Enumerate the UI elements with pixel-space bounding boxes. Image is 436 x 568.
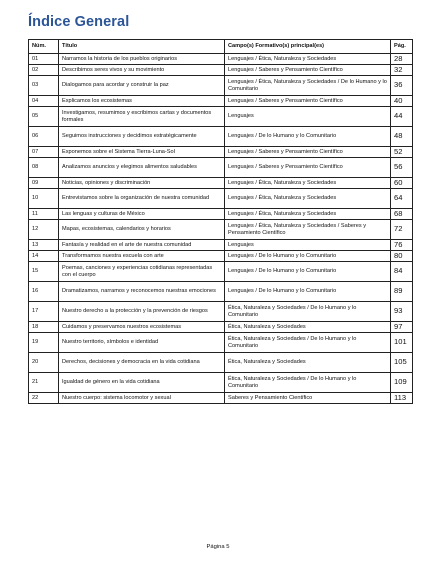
row-num: 18: [29, 322, 59, 333]
row-campo: Ética, Naturaleza y Sociedades: [225, 353, 391, 373]
row-num: 20: [29, 353, 59, 373]
row-campo: Lenguajes: [225, 240, 391, 251]
row-num: 01: [29, 54, 59, 65]
row-num: 09: [29, 178, 59, 189]
table-row: [29, 240, 413, 251]
row-num: 07: [29, 147, 59, 158]
row-campo: Lenguajes / Ética, Naturaleza y Sociedades / Saberes y Pensamiento Científico: [225, 220, 391, 240]
page-title: Índice General: [28, 14, 130, 30]
row-page: 32: [391, 65, 413, 76]
table-row: [29, 353, 413, 373]
row-page: 80: [391, 251, 413, 262]
row-campo: Lenguajes / Ética, Naturaleza y Sociedades: [225, 178, 391, 189]
row-campo: Ética, Naturaleza y Sociedades / De lo Humano y lo Comunitario: [225, 302, 391, 322]
table-row: [29, 178, 413, 189]
row-campo: Lenguajes / Saberes y Pensamiento Científico: [225, 147, 391, 158]
row-campo: Lenguajes / De lo Humano y lo Comunitario: [225, 251, 391, 262]
row-title: Analizamos anuncios y elegimos alimentos saludables: [59, 158, 225, 178]
row-title: Nuestro derecho a la protección y la prevención de riesgos: [59, 302, 225, 322]
row-title: Entrevistamos sobre la organización de nuestra comunidad: [59, 189, 225, 209]
row-title: Dialogamos para acordar y construir la paz: [59, 76, 225, 96]
row-page: 40: [391, 96, 413, 107]
row-campo: Lenguajes / Saberes y Pensamiento Científico: [225, 158, 391, 178]
row-num: 11: [29, 209, 59, 220]
table-row: [29, 76, 413, 96]
row-title: Explicamos los ecosistemas: [59, 96, 225, 107]
row-num: 08: [29, 158, 59, 178]
row-campo: Ética, Naturaleza y Sociedades / De lo Humano y lo Comunitario: [225, 373, 391, 393]
row-page: 97: [391, 322, 413, 333]
table-row: [29, 373, 413, 393]
row-campo: Lenguajes / Saberes y Pensamiento Científico: [225, 96, 391, 107]
row-page: 44: [391, 107, 413, 127]
row-title: Las lenguas y culturas de México: [59, 209, 225, 220]
row-campo: Ética, Naturaleza y Sociedades / De lo Humano y lo Comunitario: [225, 333, 391, 353]
row-campo: Lenguajes / Saberes y Pensamiento Científico: [225, 65, 391, 76]
row-title: Noticias, opiniones y discriminación: [59, 178, 225, 189]
row-num: 12: [29, 220, 59, 240]
row-num: 21: [29, 373, 59, 393]
header-num: Núm.: [29, 40, 59, 54]
table-row: [29, 96, 413, 107]
row-campo: Lenguajes / De lo Humano y lo Comunitario: [225, 127, 391, 147]
header-pag: Pág.: [391, 40, 413, 54]
table-row: [29, 282, 413, 302]
row-page: 113: [391, 393, 413, 404]
row-page: 52: [391, 147, 413, 158]
row-num: 17: [29, 302, 59, 322]
row-title: Narramos la historia de los pueblos originarios: [59, 54, 225, 65]
index-table: [28, 39, 413, 404]
table-row: [29, 251, 413, 262]
table-row: [29, 54, 413, 65]
row-title: Describimos seres vivos y su movimiento: [59, 65, 225, 76]
row-campo: Lenguajes / Ética, Naturaleza y Sociedades: [225, 189, 391, 209]
table-row: [29, 393, 413, 404]
table-row: [29, 127, 413, 147]
row-page: 89: [391, 282, 413, 302]
row-num: 03: [29, 76, 59, 96]
row-title: Nuestro territorio, símbolos e identidad: [59, 333, 225, 353]
row-page: 101: [391, 333, 413, 353]
row-num: 16: [29, 282, 59, 302]
row-campo: Lenguajes / De lo Humano y lo Comunitario: [225, 282, 391, 302]
row-num: 02: [29, 65, 59, 76]
row-campo: Ética, Naturaleza y Sociedades: [225, 322, 391, 333]
table-row: [29, 333, 413, 353]
row-campo: Lenguajes / Ética, Naturaleza y Sociedades: [225, 54, 391, 65]
row-page: 48: [391, 127, 413, 147]
row-num: 13: [29, 240, 59, 251]
table-row: [29, 262, 413, 282]
page-footer: Página 5: [206, 544, 230, 550]
row-title: Igualdad de género en la vida cotidiana: [59, 373, 225, 393]
row-num: 04: [29, 96, 59, 107]
row-page: 109: [391, 373, 413, 393]
row-num: 15: [29, 262, 59, 282]
row-page: 84: [391, 262, 413, 282]
row-title: Investigamos, resumimos y escribimos cartas y documentos formales: [59, 107, 225, 127]
row-campo: Lenguajes / Ética, Naturaleza y Sociedades: [225, 209, 391, 220]
row-num: 06: [29, 127, 59, 147]
row-title: Mapas, ecosistemas, calendarios y horarios: [59, 220, 225, 240]
row-campo: Saberes y Pensamiento Científico: [225, 393, 391, 404]
row-title: Nuestro cuerpo: sistema locomotor y sexual: [59, 393, 225, 404]
row-page: 105: [391, 353, 413, 373]
table-row: [29, 189, 413, 209]
header-campo: Campo(s) Formativo(s) principal(es): [225, 40, 391, 54]
row-title: Poemas, canciones y experiencias cotidianas representadas con el cuerpo: [59, 262, 225, 282]
row-page: 93: [391, 302, 413, 322]
row-page: 64: [391, 189, 413, 209]
row-campo: Lenguajes / Ética, Naturaleza y Sociedades / De lo Humano y lo Comunitario: [225, 76, 391, 96]
table-row: [29, 147, 413, 158]
table-header-row: [29, 40, 413, 54]
table-row: [29, 322, 413, 333]
row-title: Derechos, decisiones y democracia en la vida cotidiana: [59, 353, 225, 373]
row-num: 14: [29, 251, 59, 262]
row-page: 76: [391, 240, 413, 251]
row-num: 22: [29, 393, 59, 404]
row-page: 28: [391, 54, 413, 65]
row-num: 10: [29, 189, 59, 209]
row-num: 05: [29, 107, 59, 127]
table-row: [29, 158, 413, 178]
row-page: 60: [391, 178, 413, 189]
row-campo: Lenguajes / De lo Humano y lo Comunitario: [225, 262, 391, 282]
row-title: Fantasía y realidad en el arte de nuestra comunidad: [59, 240, 225, 251]
table-row: [29, 107, 413, 127]
row-page: 36: [391, 76, 413, 96]
row-page: 68: [391, 209, 413, 220]
table-row: [29, 302, 413, 322]
row-page: 56: [391, 158, 413, 178]
row-title: Transformamos nuestra escuela con arte: [59, 251, 225, 262]
table-row: [29, 65, 413, 76]
row-title: Exponemos sobre el Sistema Tierra-Luna-Sol: [59, 147, 225, 158]
row-page: 72: [391, 220, 413, 240]
header-titulo: Título: [59, 40, 225, 54]
row-title: Cuidamos y preservamos nuestros ecosistemas: [59, 322, 225, 333]
row-num: 19: [29, 333, 59, 353]
table-row: [29, 209, 413, 220]
row-title: Dramatizamos, narramos y reconocemos nuestras emociones: [59, 282, 225, 302]
row-campo: Lenguajes: [225, 107, 391, 127]
table-row: [29, 220, 413, 240]
row-title: Seguimos instrucciones y decidimos estratégicamente: [59, 127, 225, 147]
